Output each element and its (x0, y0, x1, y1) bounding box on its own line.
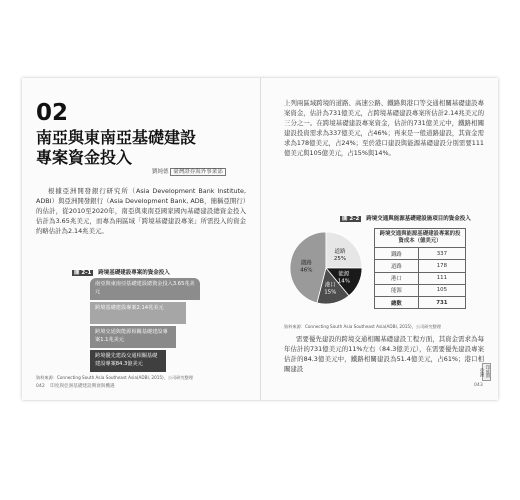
pie-label-1: 道路 (334, 248, 346, 255)
table-cell-name: 道路 (375, 260, 419, 272)
table-cell-value: 337 (418, 248, 465, 260)
chapter-title (36, 128, 246, 168)
figure-2-2-label: 圖 2-2 (342, 216, 360, 222)
left-paragraph: 根據亞洲開發銀行研究所（Asia Development Bank Institute, ADBI）與亞洲開發銀行（Asia Development Bank, ADB，簡稱亞開行）的估計，從2010至2020年，南亞與東南亞國家國內基礎建設總資金投入估計為3.65兆美元，而專為兩區域「跨境基礎建設專案」所需投入的資金約略估計為2.14兆美元。 (36, 187, 246, 235)
figure-2-1-label: 圖 2-1 (74, 270, 92, 276)
table-cell-value: 105 (418, 284, 465, 296)
author-affiliation: 臺灣證券海外事業部 (170, 168, 226, 176)
pie-pct-1: 25% (333, 255, 347, 262)
table-cell-name: 鐵路 (375, 248, 419, 260)
pie-label-0: 鐵路 (300, 260, 312, 267)
chapter-number: 02 (36, 100, 69, 126)
table-cell-name: 港口 (375, 272, 419, 284)
left-running-head: 印度與亞洲基礎建設興衰與機遇 (50, 384, 115, 389)
pie-pct-2: 14% (337, 278, 351, 285)
table-cell-value: 111 (418, 272, 465, 284)
figure-2-1-caption (72, 268, 170, 276)
figure-2-1-title: 跨境基礎建設專案的資金投入 (98, 270, 170, 276)
chapter-title-line2: 專案資金投入 (36, 148, 133, 167)
table-cell-name: 總數 (375, 296, 419, 308)
pyramid-tier-3: 跨境交通與能源相關基礎建設專案1.1兆美元 (90, 326, 176, 348)
figure-2-2-title: 跨境交通與能源基礎建設施項目的資金投入 (366, 216, 471, 222)
author-line (152, 167, 226, 175)
pyramid-tier-4: 跨境優先建設交通相關基礎建設專案84.3億美元 (90, 350, 166, 372)
table-cell-value: 731 (418, 296, 465, 308)
book-spread (22, 78, 498, 400)
pyramid-tier-2: 跨境基礎建設專案2.14兆美元 (90, 302, 186, 324)
pie-label-2: 能源 (338, 271, 350, 278)
page-gutter (260, 78, 261, 400)
right-page-number: 043 (474, 383, 483, 388)
cost-table-header: 跨境交通與能源基礎建設專案的投資成本（億美元） (375, 229, 466, 248)
pie-chart (286, 228, 366, 308)
table-row (375, 260, 466, 272)
pie-label-3: 港口 (324, 282, 336, 289)
pie-pct-3: 15% (324, 289, 337, 296)
left-page-number: 042 (36, 384, 45, 389)
table-row (375, 284, 466, 296)
pyramid-tier-1: 南亞與東南亞基礎建設總資金投入3.65兆美元 (90, 278, 200, 300)
cost-table (374, 228, 466, 309)
right-paragraph-1: 上列兩區域跨境的道路、高速公路、鐵路與港口等交通相關基礎建設專案資金，估計為731億美元，占跨境基礎建設專案所估計2.14兆美元的三分之一。在跨境基礎建設專案資金，估計的731億美元中，鐵路相關建設投資需求為337億美元，占46%；再來是一般道路建設，其資金需求為178億美元，占24%；至於港口建設與能源基礎建設分別需要111億美元與105億美元，占15%與14%。 (284, 99, 484, 157)
author-name: 劉純德 (152, 169, 169, 175)
figure-2-1-source: 資料來源：Connecting South Asia Southeast Asia(ADBI, 2015)，公司研究整理 (36, 375, 194, 380)
table-row (375, 248, 466, 260)
chapter-title-line1: 南亞與東南亞基礎建設 (36, 128, 197, 147)
table-row (375, 272, 466, 284)
table-cell-name: 能源 (375, 284, 419, 296)
left-footer (36, 383, 115, 389)
figure-2-2-source: 資料來源：Connecting South Asia Southeast Asia(ADBI, 2015)，公司研究整理 (284, 324, 442, 329)
pie-pct-0: 46% (300, 267, 313, 274)
table-row-total (375, 296, 466, 308)
figure-2-2-caption (340, 214, 471, 222)
right-paragraph-2: 需要優先建設的跨境交通相關基礎建設工程方面，其資金需求為每年估計的731億美元的11%左右（84.3億美元），在需要優先建設專案估計的84.3億美元中，鐵路相關建設為51.4億美元，占61%；港口相關建設 (284, 335, 484, 373)
table-cell-value: 178 (418, 260, 465, 272)
side-tab: 印度與亞洲 (482, 363, 491, 381)
